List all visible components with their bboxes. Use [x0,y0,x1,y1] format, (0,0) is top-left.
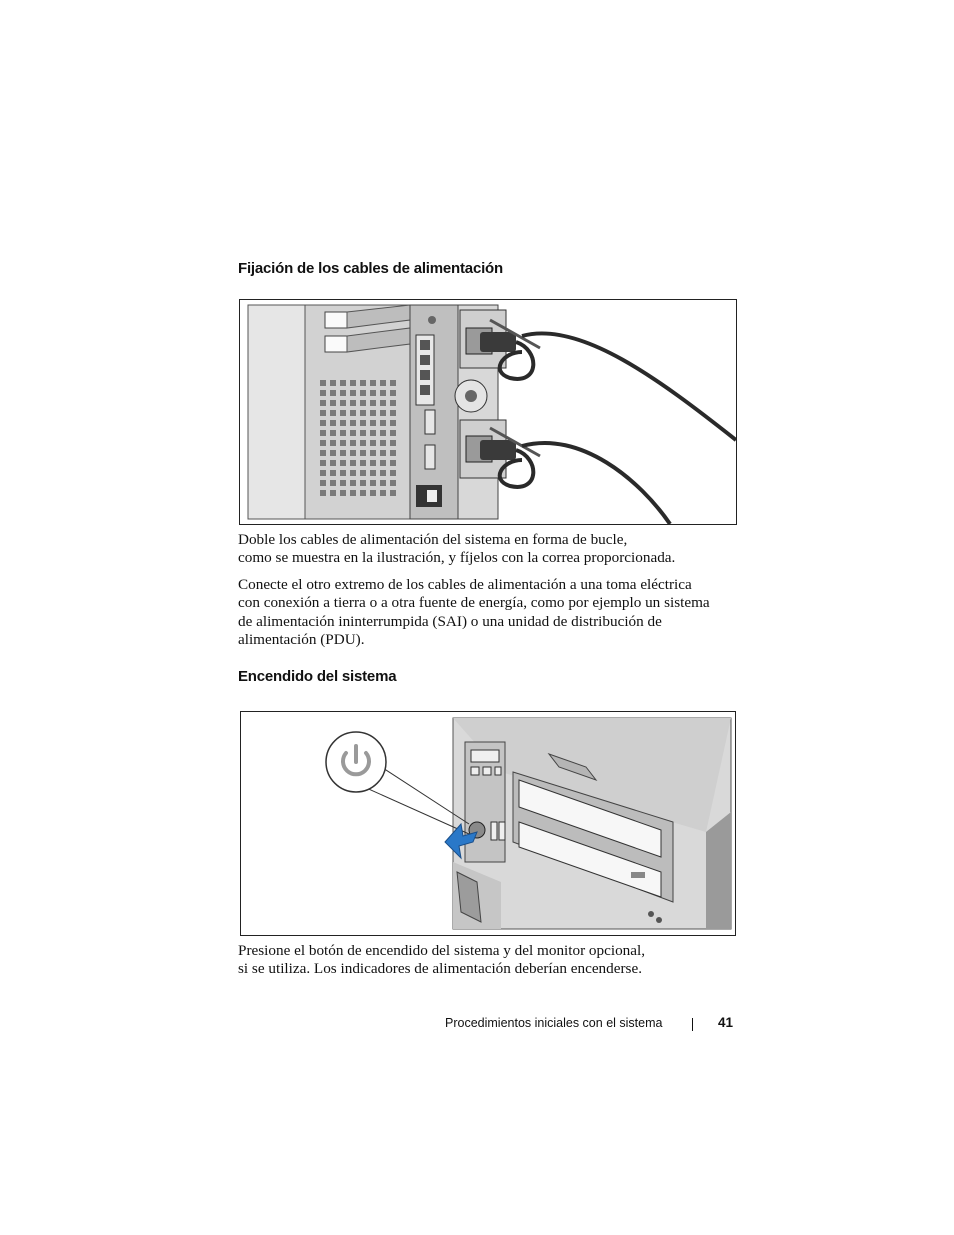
footer-chapter-title: Procedimientos iniciales con el sistema [445,1016,663,1030]
page-number: 41 [718,1015,734,1030]
power-button-figure [240,711,736,936]
text-line: Doble los cables de alimentación del sistema en forma de bucle, [238,531,628,548]
paragraph-connect-outlet [238,576,738,650]
power-button-illustration-icon [241,712,735,935]
text-line: con conexión a tierra o a otra fuente de energía, como por ejemplo un sistema [238,594,710,612]
paragraph-loop-cables [238,531,738,568]
text-line: alimentación (PDU). [238,631,365,649]
paragraph-press-power [238,942,738,979]
text-line: como se muestra en la ilustración, y fíjelos con la correa proporcionada. [238,549,676,567]
footer-separator [692,1018,693,1031]
text-line: si se utiliza. Los indicadores de alimentación deberían encenderse. [238,960,642,978]
section-heading-power-cables: Fijación de los cables de alimentación [238,260,503,277]
power-cable-figure [239,299,737,525]
power-cable-illustration-icon [240,300,736,524]
section-heading-power-on: Encendido del sistema [238,668,397,685]
text-line: de alimentación ininterrumpida (SAI) o una unidad de distribución de [238,612,662,630]
text-line: Conecte el otro extremo de los cables de alimentación a una toma eléctrica [238,576,692,593]
text-line: Presione el botón de encendido del sistema y del monitor opcional, [238,942,646,959]
